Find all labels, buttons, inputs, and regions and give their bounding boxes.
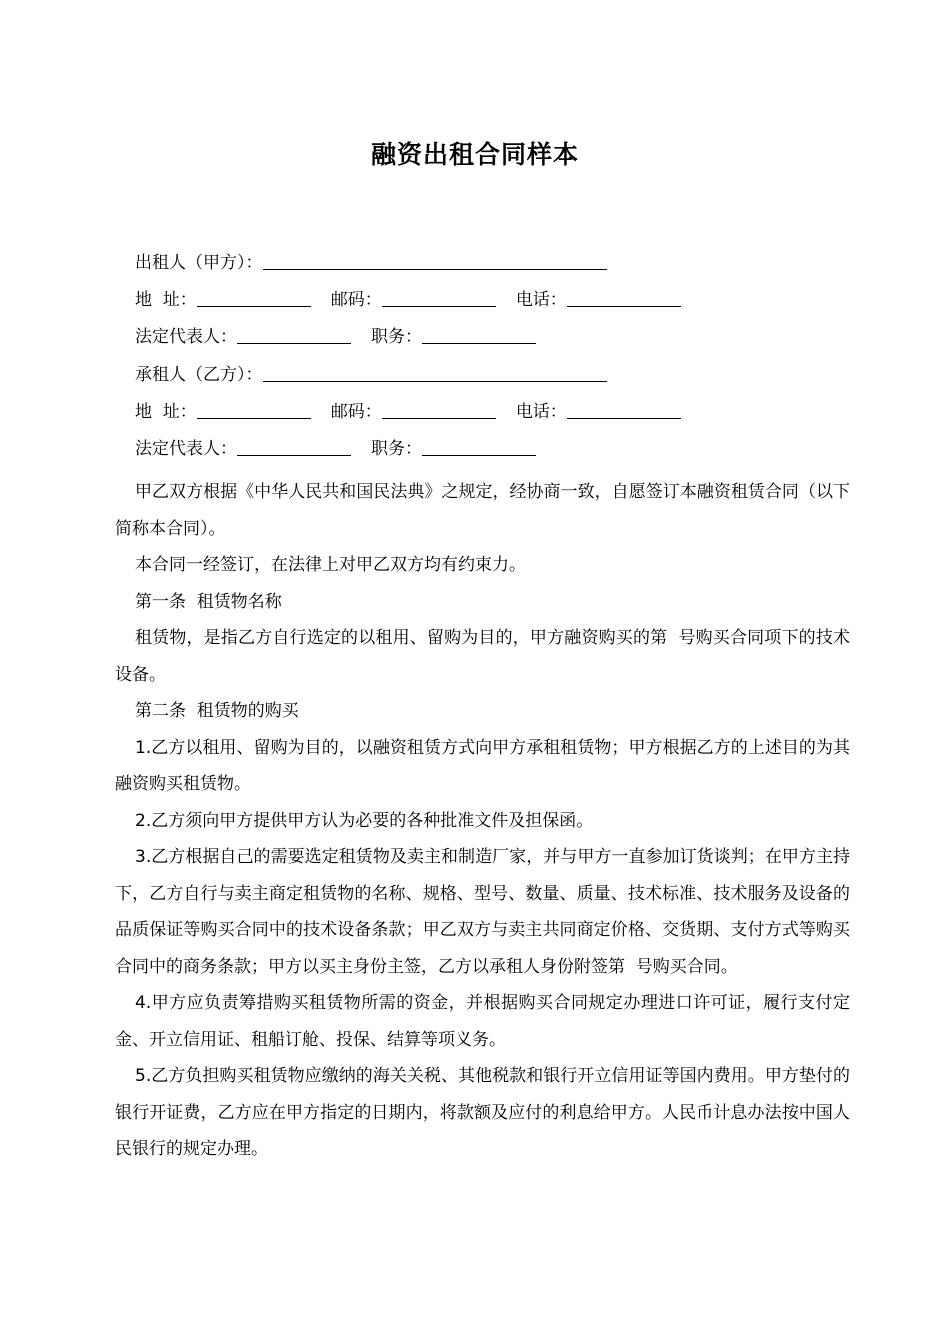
lessee-label: 承租人（乙方）： xyxy=(135,365,263,385)
lessee-rep-line xyxy=(135,437,536,461)
contract-body xyxy=(115,474,850,1168)
lessor-rep-line xyxy=(135,325,536,349)
lessor-name-blank xyxy=(263,251,607,270)
lessee-contact-line xyxy=(135,400,681,424)
lessee-address-blank xyxy=(197,400,311,419)
article-2-item-2: 2.乙方须向甲方提供甲方认为必要的各种批准文件及担保函。 xyxy=(135,810,594,831)
document-title: 融资出租合同样本 xyxy=(370,140,579,169)
lessee-line xyxy=(135,363,607,387)
lessor-postcode-blank xyxy=(382,288,496,307)
lessor-rep-blank xyxy=(237,325,351,344)
lessor-phone-blank xyxy=(567,288,681,307)
article-2-item-3: 3.乙方根据自己的需要选定租赁物及卖主和制造厂家，并与甲方一直参加订货谈判；在甲方主持下，乙方自行与卖主商定租赁物的名称、规格、型号、数量、质量、技术标准、技术服务及设备的品质保证等购买合同中的技术设备条款；甲乙双方与卖主共同商定价格、交货期、支付方式等购买合同中的商务条款；甲方以买主身份主签，乙方以承租人身份附签第 号购买合同。 xyxy=(115,847,850,977)
lessor-rep-label: 法定代表人： xyxy=(135,327,237,347)
article-2-item-5: 5.乙方负担购买租赁物应缴纳的海关关税、其他税款和银行开立信用证等国内费用。甲方垫付的银行开证费，乙方应在甲方指定的日期内，将款额及应付的利息给甲方。人民币计息办法按中国人民银行的规定办理。 xyxy=(115,1066,850,1159)
article-2-heading: 第二条 租赁物的购买 xyxy=(135,701,299,721)
lessee-rep-label: 法定代表人： xyxy=(135,439,237,459)
article-2-item-1: 1.乙方以租用、留购为目的，以融资租赁方式向甲方承租租赁物；甲方根据乙方的上述目的为其融资购买租赁物。 xyxy=(115,737,850,794)
lessee-phone-blank xyxy=(567,400,681,419)
paragraph-intro: 甲乙双方根据《中华人民共和国民法典》之规定，经协商一致，自愿签订本融资租赁合同（以下简称本合同）。 xyxy=(115,482,850,539)
lessee-position-label: 职务： xyxy=(371,439,422,459)
lessor-label: 出租人（甲方）： xyxy=(135,253,263,273)
lessor-position-blank xyxy=(422,325,536,344)
lessee-rep-blank xyxy=(237,437,351,456)
paragraph-binding: 本合同一经签订，在法律上对甲乙双方均有约束力。 xyxy=(135,555,526,575)
article-1-heading: 第一条 租赁物名称 xyxy=(135,591,282,612)
lessor-line xyxy=(135,251,607,275)
lessee-address-label: 地 址： xyxy=(135,402,197,422)
lessor-contact-line xyxy=(135,288,681,312)
lessee-postcode-blank xyxy=(382,400,496,419)
lessor-address-label: 地 址： xyxy=(135,290,197,310)
lessor-address-blank xyxy=(197,288,311,307)
article-1-text: 租赁物，是指乙方自行选定的以租用、留购为目的，甲方融资购买的第 号购买合同项下的技术设备。 xyxy=(115,628,850,685)
lessor-phone-label: 电话： xyxy=(515,290,567,310)
lessee-postcode-label: 邮码： xyxy=(330,402,382,422)
lessee-position-blank xyxy=(422,437,536,456)
article-2-item-4: 4.甲方应负责筹措购买租赁物所需的资金，并根据购买合同规定办理进口许可证，履行支付定金、开立信用证、租船订舱、投保、结算等项义务。 xyxy=(115,993,850,1050)
lessor-postcode-label: 邮码： xyxy=(330,290,382,310)
lessee-name-blank xyxy=(263,363,607,382)
lessee-phone-label: 电话： xyxy=(515,402,567,422)
lessor-position-label: 职务： xyxy=(371,327,422,347)
